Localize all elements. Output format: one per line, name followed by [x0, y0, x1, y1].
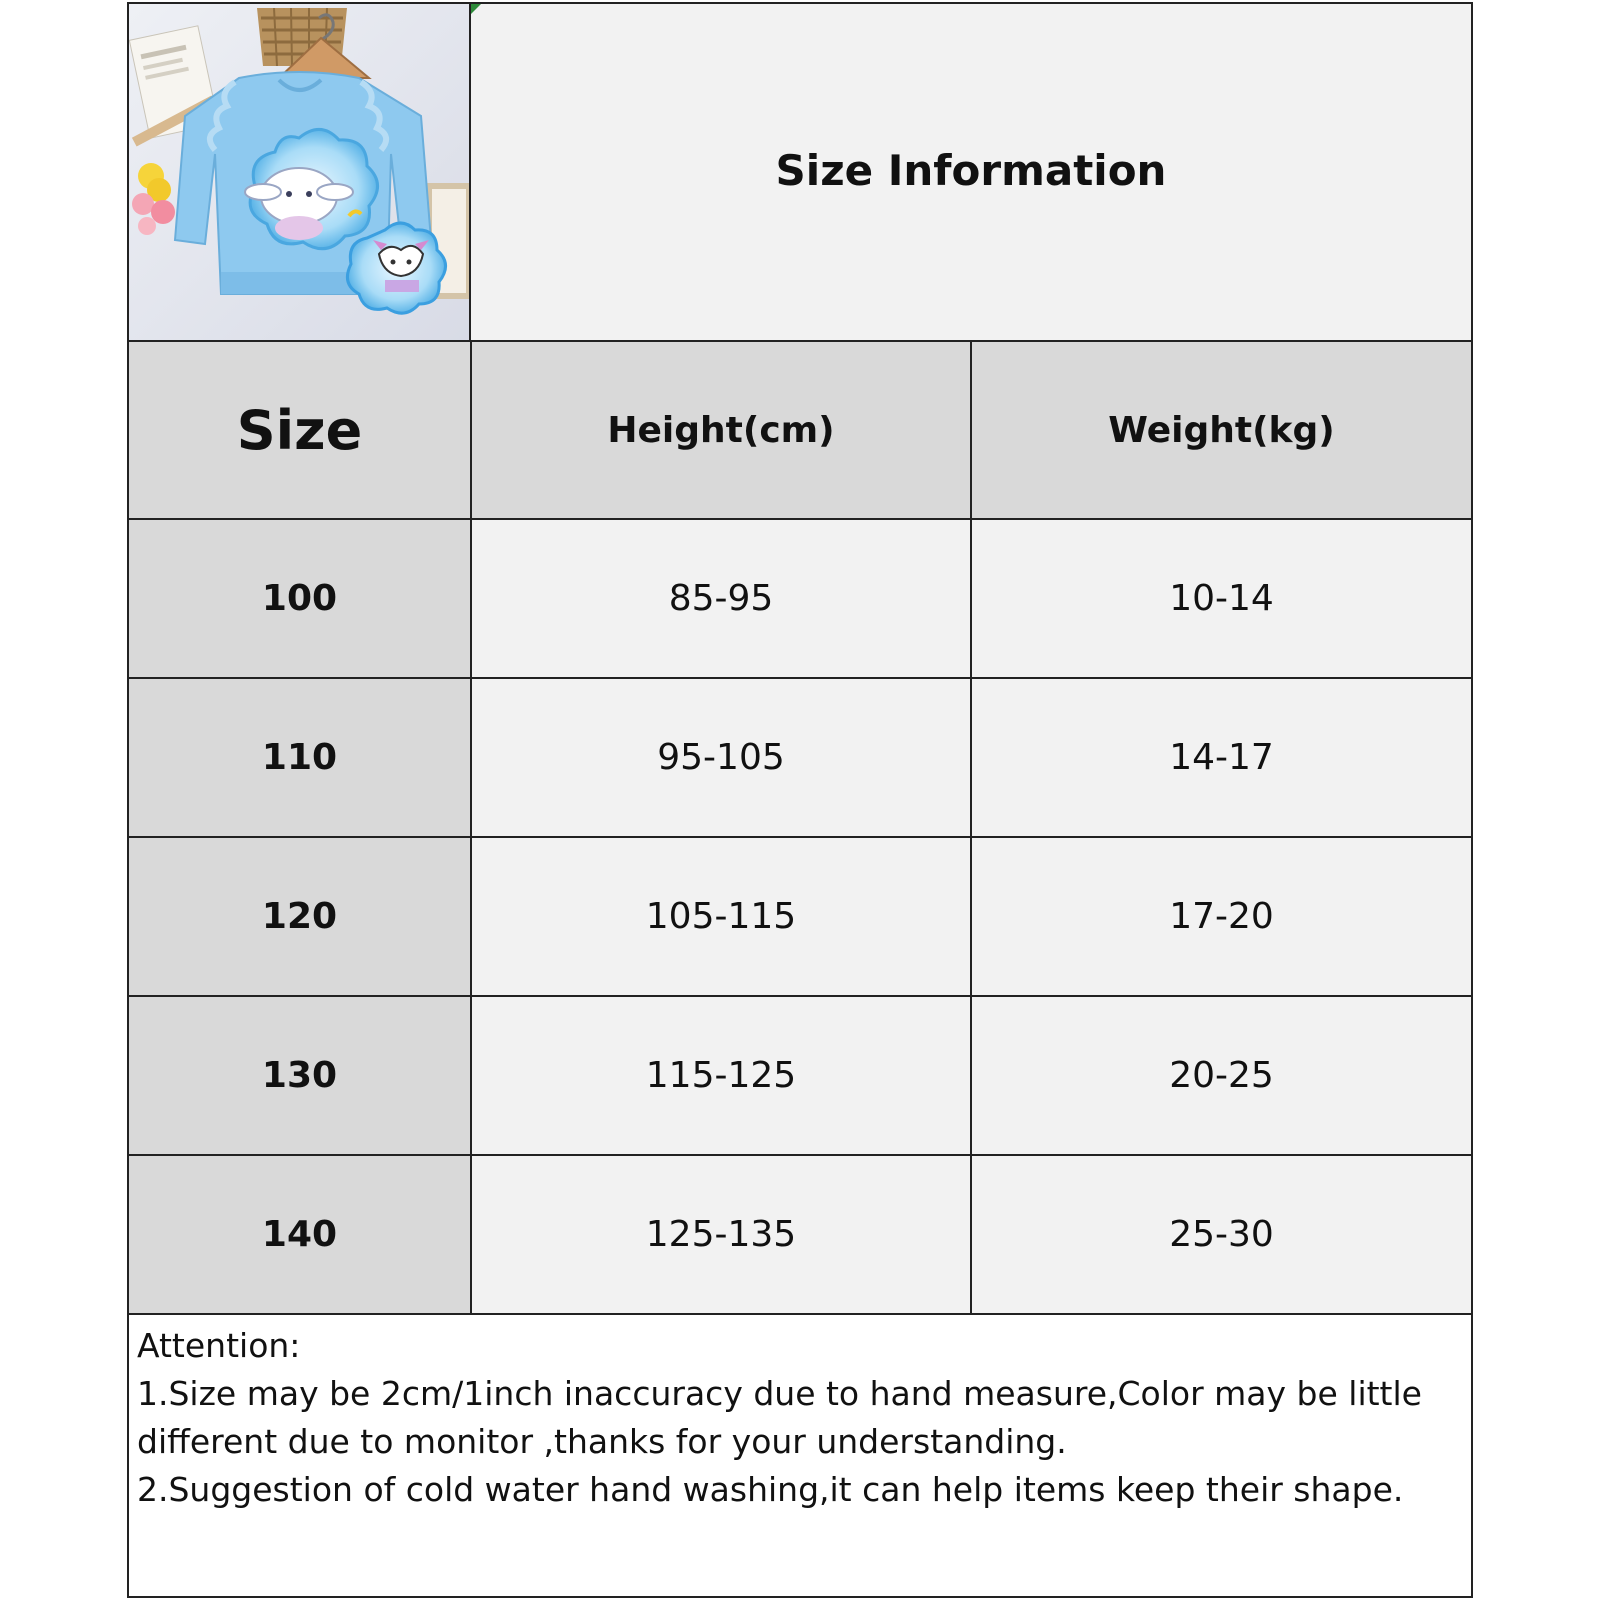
size-value: 140 — [129, 1155, 471, 1314]
weight-value: 10-14 — [971, 519, 1471, 678]
weight-value: 20-25 — [971, 996, 1471, 1155]
table-header-row — [129, 342, 1471, 519]
height-value: 115-125 — [471, 996, 971, 1155]
note-item: 1.Size may be 2cm/1inch inaccuracy due to hand measure,Color may be little different due to monitor ,thanks for your understanding. — [137, 1374, 1422, 1461]
top-section — [129, 4, 1471, 342]
size-value: 120 — [129, 837, 471, 996]
size-value: 110 — [129, 678, 471, 837]
table-row — [129, 1155, 1471, 1314]
weight-value: 17-20 — [971, 837, 1471, 996]
size-value: 130 — [129, 996, 471, 1155]
column-header-weight: Weight(kg) — [971, 342, 1471, 519]
table-row — [129, 837, 1471, 996]
page-title: Size Information — [775, 145, 1167, 195]
table-row — [129, 678, 1471, 837]
size-value: 100 — [129, 519, 471, 678]
table-row — [129, 996, 1471, 1155]
product-image — [129, 4, 469, 340]
height-value: 105-115 — [471, 837, 971, 996]
table-row — [129, 519, 1471, 678]
cell-corner-marker — [471, 4, 481, 14]
title-cell — [471, 4, 1471, 340]
column-header-size: Size — [129, 342, 471, 519]
note-item: 2.Suggestion of cold water hand washing,it can help items keep their shape. — [137, 1470, 1404, 1509]
attention-notes — [129, 1318, 1471, 1596]
column-header-height: Height(cm) — [471, 342, 971, 519]
product-photo — [129, 4, 471, 340]
height-value: 125-135 — [471, 1155, 971, 1314]
height-value: 95-105 — [471, 678, 971, 837]
size-table — [129, 342, 1471, 1315]
height-value: 85-95 — [471, 519, 971, 678]
size-chart-sheet — [127, 2, 1473, 1598]
notes-heading: Attention: — [137, 1326, 301, 1365]
weight-value: 25-30 — [971, 1155, 1471, 1314]
weight-value: 14-17 — [971, 678, 1471, 837]
